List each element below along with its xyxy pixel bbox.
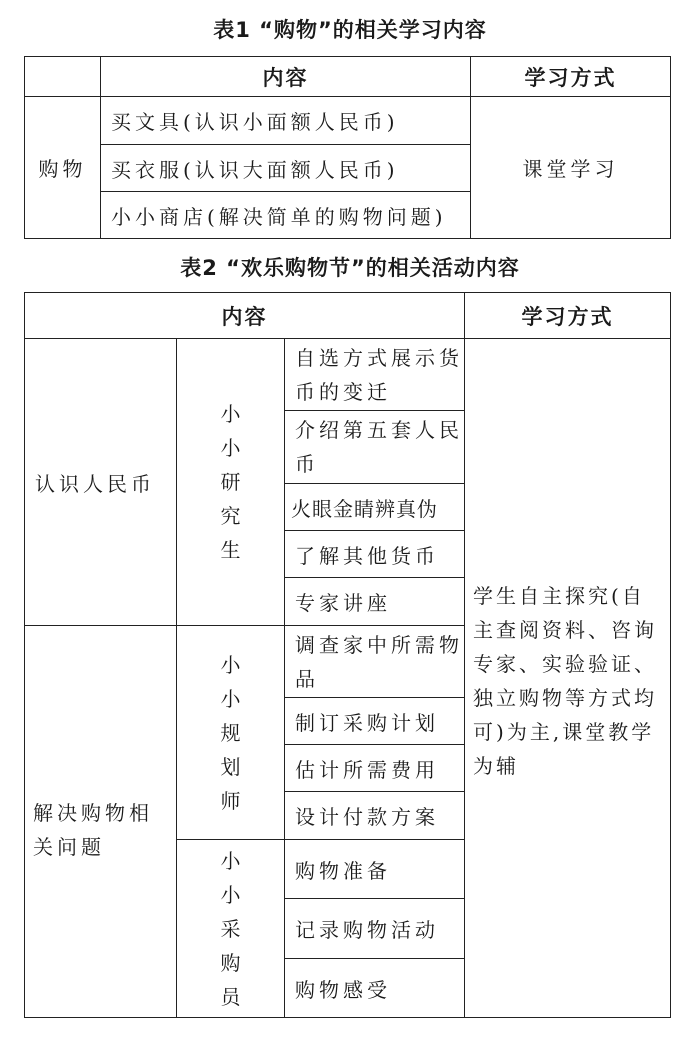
table2-role-3 (177, 840, 285, 1018)
table2-activity-2-3: 估计所需费用 (285, 745, 465, 792)
table1-method: 课堂学习 (471, 97, 671, 239)
table2-role-2 (177, 626, 285, 840)
table2-caption: 表2 “欢乐购物节”的相关活动内容 (180, 256, 520, 280)
table2-activity-1-4: 了解其他货币 (285, 531, 465, 578)
table1-header-content: 内容 (101, 57, 471, 97)
table2-role-1 (177, 339, 285, 626)
table2-activity-1-1: 自选方式展示货币的变迁 (285, 339, 465, 411)
table2-activity-2-2: 制订采购计划 (285, 698, 465, 745)
table2-category-1: 认识人民币 (25, 339, 177, 626)
table2-method (465, 339, 671, 1018)
table2 (24, 292, 671, 1018)
table2-activity-1-2: 介绍第五套人民币 (285, 411, 465, 484)
table1-item-3: 小小商店(解决简单的购物问题) (101, 192, 471, 239)
table1-item-2: 买衣服(认识大面额人民币) (101, 145, 471, 192)
table2-activity-2-1: 调查家中所需物品 (285, 626, 465, 698)
table2-header-method: 学习方式 (465, 293, 671, 339)
table2-activity-3-1: 购物准备 (285, 840, 465, 899)
table1-item-1: 买文具(认识小面额人民币) (101, 97, 471, 145)
table2-method-text: 学生自主探究(自主查阅资料、咨询专家、实验验证、独立购物等方式均可)为主,课堂教学为辅 (473, 584, 658, 778)
table2-activity-1-5: 专家讲座 (285, 578, 465, 626)
table2-role-1-text: 小小研究生 (220, 402, 241, 562)
table1-empty-header (25, 57, 101, 97)
table1-category: 购物 (25, 97, 101, 239)
table2-role-3-text: 小小采购员 (220, 848, 241, 1009)
table2-activity-1-3: 火眼金睛辨真伪 (285, 484, 465, 531)
table2-role-2-text: 小小规划师 (220, 652, 241, 813)
table1 (24, 56, 671, 239)
table2-activity-2-4: 设计付款方案 (285, 792, 465, 840)
table1-caption: 表1 “购物”的相关学习内容 (213, 18, 487, 42)
table1-header-method: 学习方式 (471, 57, 671, 97)
table2-activity-3-3: 购物感受 (285, 959, 465, 1018)
table2-category-2: 解决购物相关问题 (25, 626, 177, 1018)
table2-header-content: 内容 (25, 293, 465, 339)
table2-activity-3-2: 记录购物活动 (285, 899, 465, 959)
